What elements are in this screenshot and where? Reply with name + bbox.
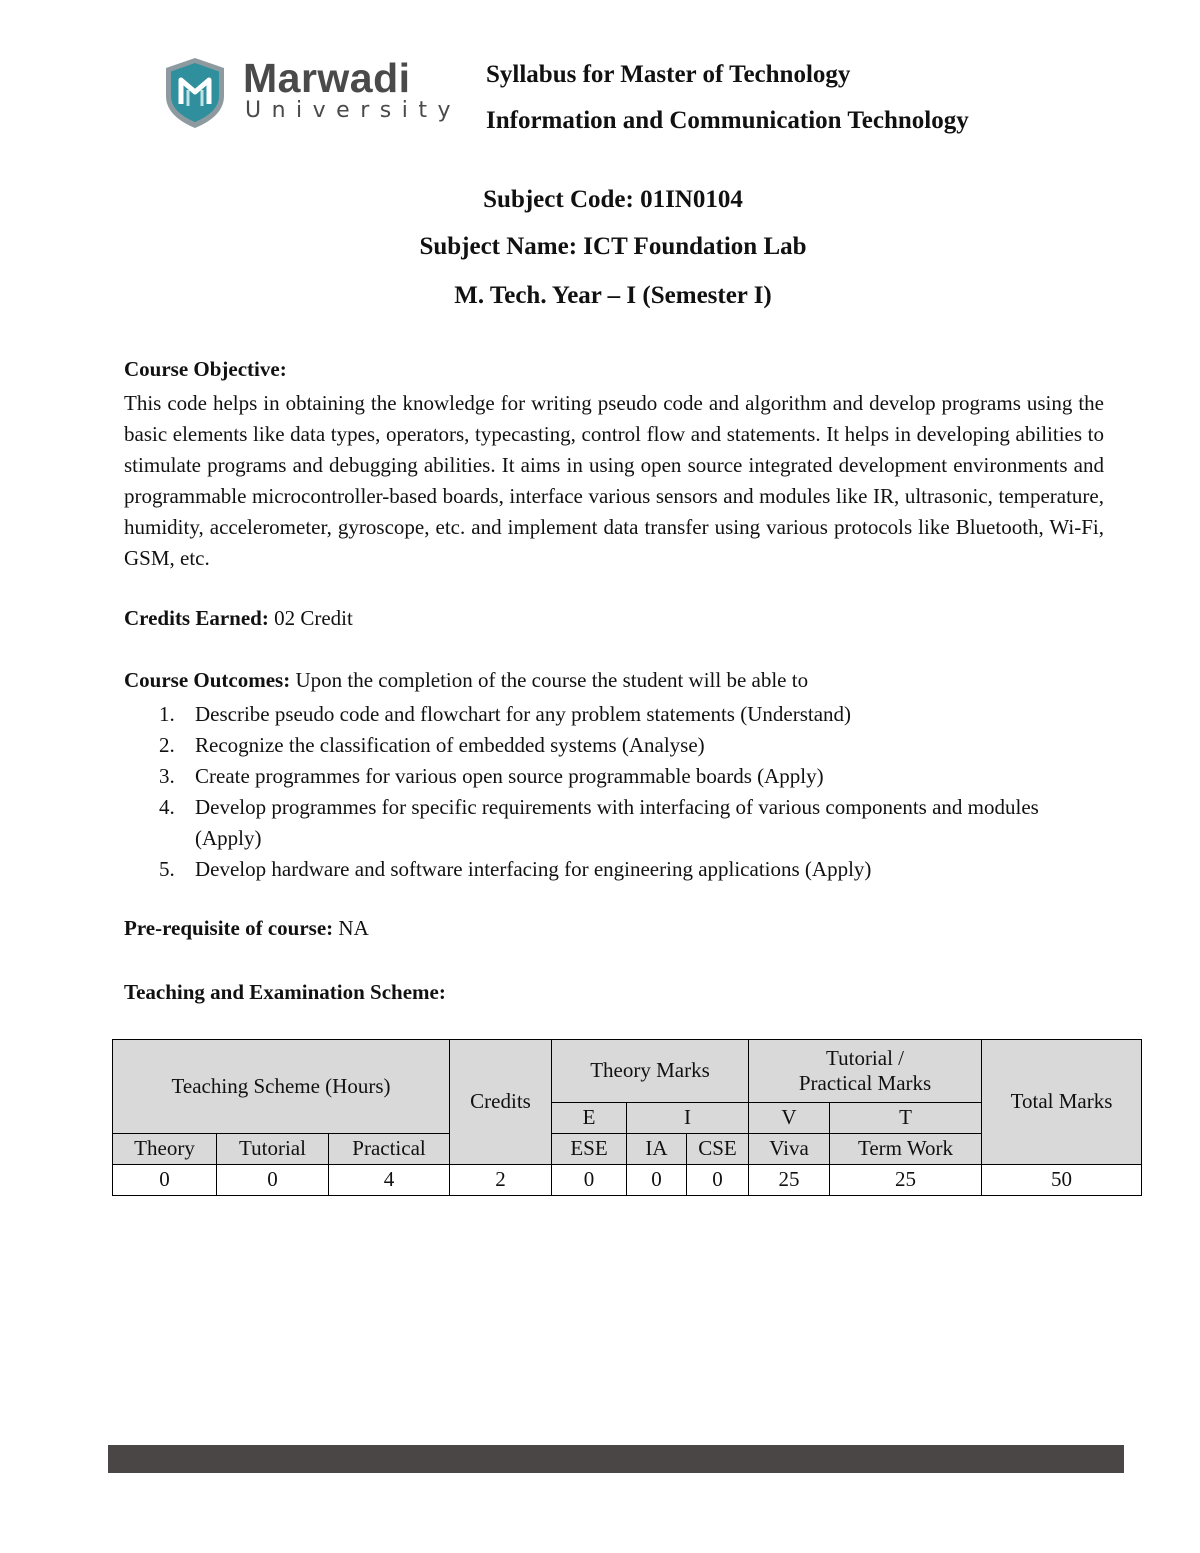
subject-name: Subject Name: ICT Foundation Lab	[419, 233, 807, 260]
logo-brand-text: Marwadi	[243, 55, 411, 101]
credits-header: Credits	[450, 1040, 552, 1165]
teaching-scheme-header: Teaching Scheme (Hours)	[113, 1040, 450, 1134]
total-marks-header: Total Marks	[982, 1040, 1142, 1165]
university-logo	[163, 55, 461, 132]
list-item-text: Develop programmes for specific requirements with interfacing of various components and modules (Apply)	[195, 795, 1039, 850]
cell-total-marks: 50	[982, 1165, 1142, 1196]
list-item-text: Recognize the classification of embedded systems (Analyse)	[195, 733, 705, 757]
course-outcomes-intro: Upon the completion of the course the student will be able to	[295, 668, 809, 692]
cell-viva: 25	[749, 1165, 830, 1196]
list-item-text: Create programmes for various open source programmable boards (Apply)	[195, 764, 824, 788]
sub-header-e: E	[552, 1103, 627, 1134]
list-item	[124, 854, 1104, 885]
cell-theory: 0	[113, 1165, 217, 1196]
credits-earned-label: Credits Earned:	[124, 606, 269, 630]
logo-sub-text: University	[245, 98, 461, 123]
subject-code: Subject Code: 01IN0104	[483, 186, 743, 213]
list-item-number: 4.	[159, 795, 175, 819]
cell-practical: 4	[329, 1165, 450, 1196]
col-ia: IA	[627, 1134, 687, 1165]
list-item	[124, 761, 1104, 792]
tutorial-header-line1: Tutorial /	[826, 1045, 905, 1070]
prerequisite-value: NA	[338, 916, 369, 940]
theory-marks-header: Theory Marks	[552, 1040, 749, 1103]
table-row	[113, 1165, 1142, 1196]
cell-ese: 0	[552, 1165, 627, 1196]
list-item-number: 1.	[159, 702, 175, 726]
list-item-text: Develop hardware and software interfacing for engineering applications (Apply)	[195, 857, 872, 881]
prerequisite	[124, 918, 369, 939]
subject-year: M. Tech. Year – I (Semester I)	[454, 282, 772, 309]
scheme-heading	[124, 982, 446, 1003]
course-objective-text: This code helps in obtaining the knowledge for writing pseudo code and algorithm and develop programs using the basic elements like data types, operators, typecasting, control flow and statements. It helps in developing abilities to stimulate programs and debugging abilities. It aims in using open source integrated development environments and programmable microcontroller-based boards, interface various sensors and modules like IR, ultrasonic, temperature, humidity, accelerometer, gyroscope, etc. and implement data transfer using various protocols like Bluetooth, Wi-Fi, GSM, etc.	[124, 391, 1104, 570]
list-item	[124, 792, 1104, 854]
course-objective-heading	[124, 359, 287, 380]
prerequisite-label: Pre-requisite of course:	[124, 916, 334, 940]
credits-earned	[124, 608, 353, 629]
header-program-title: Information and Communication Technology	[486, 107, 969, 134]
header-syllabus-title: Syllabus for Master of Technology	[486, 61, 851, 88]
cell-ia: 0	[627, 1165, 687, 1196]
tutorial-practical-header	[749, 1040, 982, 1103]
credits-earned-value: 02 Credit	[274, 606, 353, 630]
footer-bar	[108, 1445, 1124, 1473]
col-tutorial: Tutorial	[217, 1134, 329, 1165]
cell-cse: 0	[687, 1165, 749, 1196]
col-theory: Theory	[113, 1134, 217, 1165]
sub-header-t: T	[830, 1103, 982, 1134]
course-outcomes-list	[124, 699, 1104, 885]
list-item-text: Describe pseudo code and flowchart for any problem statements (Understand)	[195, 702, 852, 726]
sub-header-v: V	[749, 1103, 830, 1134]
cell-tutorial: 0	[217, 1165, 329, 1196]
teaching-examination-table	[112, 1039, 1142, 1196]
list-item-number: 3.	[159, 764, 175, 788]
cell-credits: 2	[450, 1165, 552, 1196]
course-outcomes-heading	[124, 670, 808, 691]
course-objective-label: Course Objective:	[124, 357, 287, 381]
list-item-number: 2.	[159, 733, 175, 757]
list-item	[124, 699, 1104, 730]
col-viva: Viva	[749, 1134, 830, 1165]
col-ese: ESE	[552, 1134, 627, 1165]
scheme-title: Teaching and Examination Scheme:	[124, 980, 446, 1004]
tutorial-header-line2: Practical Marks	[798, 1071, 932, 1095]
col-practical: Practical	[329, 1134, 450, 1165]
list-item-number: 5.	[159, 857, 175, 881]
course-outcomes-label: Course Outcomes:	[124, 668, 291, 692]
sub-header-i: I	[627, 1103, 749, 1134]
shield-emblem-icon	[163, 56, 227, 130]
cell-term-work: 25	[830, 1165, 982, 1196]
col-cse: CSE	[687, 1134, 749, 1165]
col-term-work: Term Work	[830, 1134, 982, 1165]
list-item	[124, 730, 1104, 761]
